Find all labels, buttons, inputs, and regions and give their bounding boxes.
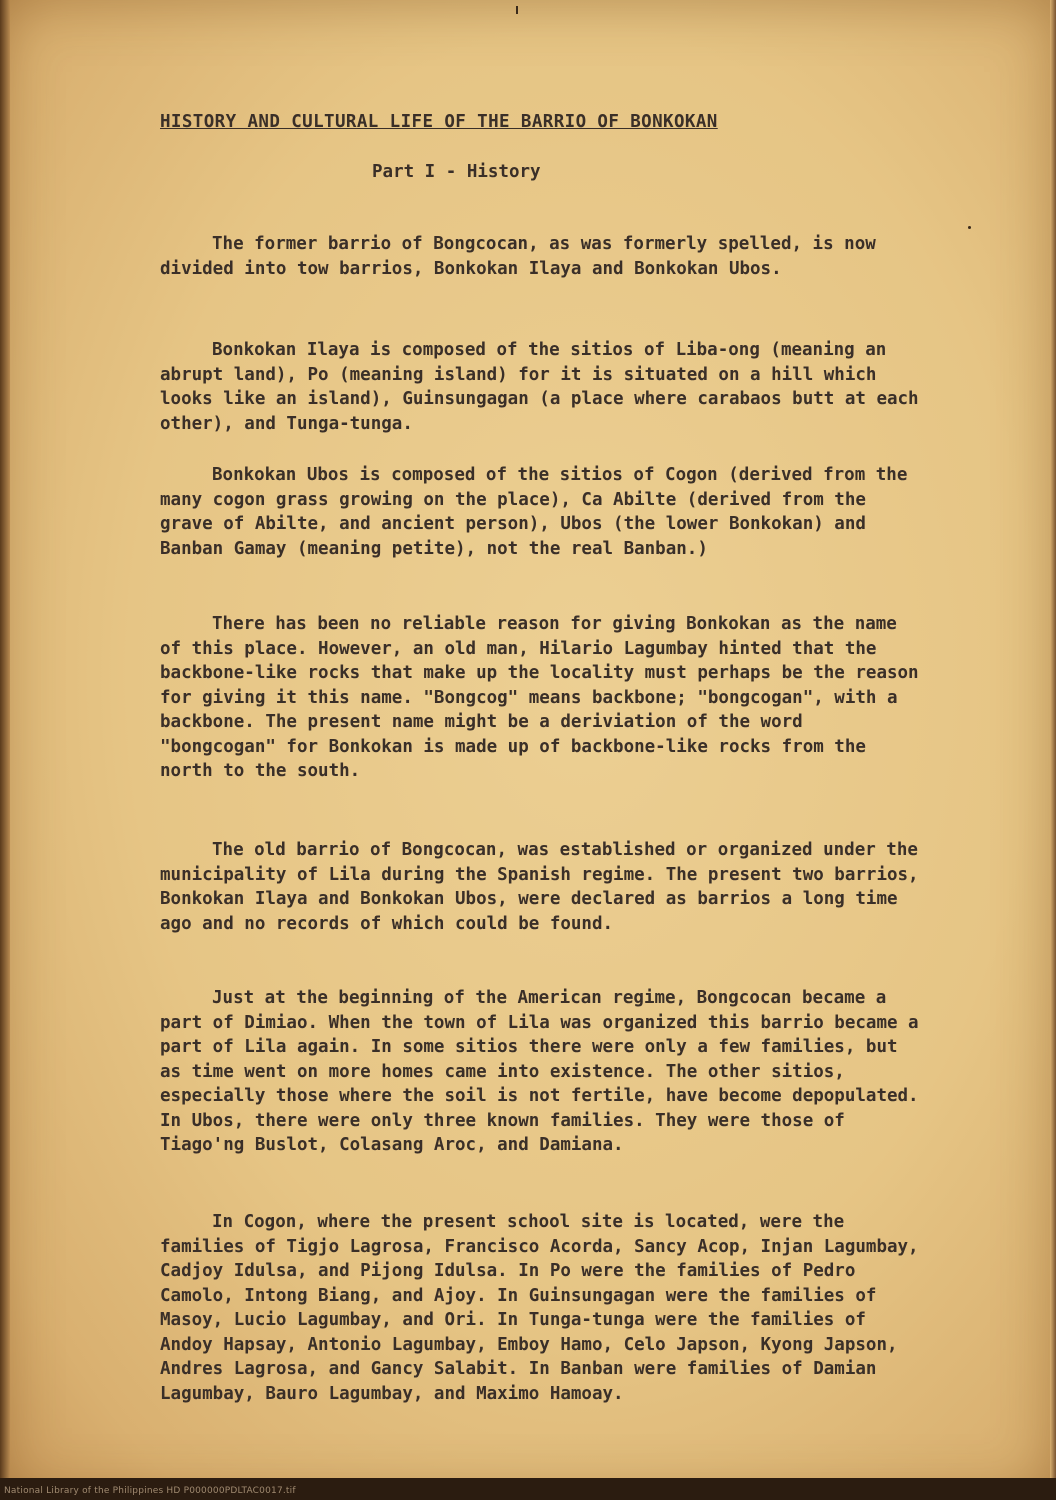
paragraph-6: Just at the beginning of the American regime, Bongcocan became a part of Dimiao. When the town of Lila was organized this barrio became a part of Lila again. In some sitios there were only a few families, but as time went on more homes came into existence. The other sitios, especially those where the soil is not fertile, have become depopulated. In Ubos, there were only three known families. They were those of Tiago'ng Buslot, Colasang Aroc, and Damiana.: [160, 988, 919, 1155]
paragraph-1: The former barrio of Bongcocan, as was formerly spelled, is now divided into tow barrios, Bonkokan Ilaya and Bonkokan Ubos.: [160, 234, 876, 279]
page-edge-right: [1050, 0, 1056, 1500]
page-edge-left: [0, 0, 10, 1500]
section-heading: Part I - History: [372, 162, 541, 182]
scan-bottom-band: [0, 1478, 1056, 1500]
paragraph-3: Bonkokan Ubos is composed of the sitios of Cogon (derived from the many cogon grass growing on the place), Ca Abilte (derived from the grave of Abilte, and ancient person), Ubos (the lower Bonkokan) and Banban Gamay (meaning petite), not the real Banban.): [160, 465, 908, 559]
page-title: HISTORY AND CULTURAL LIFE OF THE BARRIO OF BONKOKAN: [160, 112, 718, 132]
paragraph-5: The old barrio of Bongcocan, was established or organized under the municipality of Lila during the Spanish regime. The present two barrios, Bonkokan Ilaya and Bonkokan Ubos, were declared as barrios a long time ago and no records of which could be found.: [160, 840, 919, 934]
ink-mark: [516, 6, 518, 14]
paragraph-4: There has been no reliable reason for giving Bonkokan as the name of this place. However, an old man, Hilario Lagumbay hinted that the backbone-like rocks that make up the locality must perhaps be the reason for giving it this name. "Bongcog" means backbone; "bongcogan", with a backbone. The present name might be a deriviation of the word "bongcogan" for Bonkokan is made up of backbone-like rocks from the north to the south.: [160, 614, 919, 781]
paragraph-2: Bonkokan Ilaya is composed of the sitios of Liba-ong (meaning an abrupt land), Po (meaning island) for it is situated on a hill which looks like an island), Guinsungagan (a place where carabaos butt at each other), and Tunga-tunga.: [160, 340, 919, 434]
paragraph-7: In Cogon, where the present school site is located, were the families of Tigjo Lagrosa, Francisco Acorda, Sancy Acop, Injan Lagumbay, Cadjoy Idulsa, and Pijong Idulsa. In Po were the families of Pedro Camolo, Intong Biang, and Ajoy. In Guinsungagan were the families of Masoy, Lucio Lagumbay, and Ori. In Tunga-tunga were the families of Andoy Hapsay, Antonio Lagumbay, Emboy Hamo, Celo Japson, Kyong Japson, Andres Lagrosa, and Gancy Salabit. In Banban were families of Damian Lagumbay, Bauro Lagumbay, and Maximo Hamoay.: [160, 1212, 919, 1404]
scan-footer-label: National Library of the Philippines HD P000000PDLTAC0017.tif: [4, 1486, 296, 1496]
ink-speck: [968, 226, 971, 229]
